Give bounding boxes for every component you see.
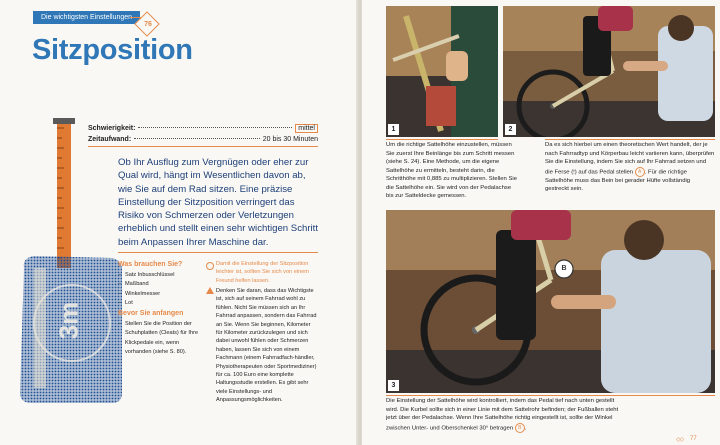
difficulty-label: Schwierigkeit:: [88, 125, 136, 132]
photo-3-marker: B: [561, 265, 567, 272]
caption-2-text-a: Da es sich hierbei um einen theoretischen Wert handelt, der je nach Fahrradtyp und Körperbau leicht variieren kann, überprüfen Sie die Einstellung, indem Sie sich auf Ihr Fahrrad setzen und die Ferse (!) auf das Pedal stellen: [545, 142, 715, 176]
intro-divider: [118, 252, 318, 253]
photo-number: 3: [388, 380, 399, 391]
caption-3-rule: [386, 395, 715, 396]
photo-1: [386, 6, 498, 137]
list-item: – Winkelmesser: [118, 290, 203, 299]
chapter-tab: Die wichtigsten Einstellungen: [33, 11, 140, 24]
photo-3: [386, 210, 715, 393]
caption-3: [386, 397, 626, 433]
page-deco-icon: ◇◇: [676, 437, 684, 443]
before-heading: Bevor Sie anfangen: [118, 310, 184, 317]
list-item: – Stellen Sie die Position der Schuhplatten (Cleats) für Ihre Klickpedale ein, wenn vorhanden (siehe S. 80).: [118, 320, 203, 358]
difficulty-row: [88, 124, 318, 133]
caption-2: [545, 141, 715, 194]
effort-label: Zeitaufwand:: [88, 136, 132, 143]
page-number-left: 76: [144, 21, 152, 28]
needs-heading: Was brauchen Sie?: [118, 261, 183, 268]
page-title: Sitzposition: [32, 34, 193, 66]
leader-dots: [138, 127, 292, 128]
measuring-tape-illustration: [12, 118, 132, 408]
right-page: [362, 0, 720, 445]
caption-2-text-b: . Für die richtige Sattelhöhe muss das Bein bei gerader Hüfte vollständig gestreckt sein.: [545, 169, 691, 193]
photo-number: 2: [505, 124, 516, 135]
caption-1-rule: [386, 139, 498, 140]
caption-1: Um die richtige Sattelhöhe einzustellen, müssen Sie zuerst Ihre Beinlänge bis zum Schritt messen (siehe S. 24). Eine Methode, um die eigene Sattelhöhe zu ermitteln, besteht darin, die Schritthöhe mit 0,885 zu multiplizieren. Stellen Sie die Sattelhöhe ein. Sie wird von der Pedalachse bis zur Satteldecke gemessen.: [386, 142, 517, 199]
list-item: – Maßband: [118, 280, 203, 289]
photo-2: [503, 6, 715, 137]
page-number-right: 77: [690, 436, 697, 442]
list-item: – Lot: [118, 299, 203, 308]
difficulty-value: mittel: [295, 124, 318, 133]
list-item: – Satz Inbusschlüssel: [118, 271, 203, 280]
caption-3-text-b: .: [524, 425, 527, 432]
photo-number: 1: [388, 124, 399, 135]
caption-2-rule: [545, 139, 715, 140]
meta-divider: [88, 146, 318, 147]
tip-icon: [206, 262, 214, 270]
needs-list: [118, 271, 203, 309]
caption-3-text-a: Die Einstellung der Sattelhöhe wird kontrolliert, indem das Pedal tief nach unten gestellt wird. Die Kurbel sollte sich in einer Linie mit dem Sattelrohr befinden; der Fußballen steht jetzt über der Pedalachse. Wenn Ihre Sattelhöhe richtig eingestellt ist, sollte der Winkel zwischen Unter- und Oberschenkel 30° betragen: [386, 398, 619, 432]
photo-1-image: [386, 6, 498, 137]
effort-value: 20 bis 30 Minuten: [262, 136, 318, 143]
note-text: Denken Sie daran, dass das Wichtigste ist, sich auf seinem Fahrrad wohl zu fühlen. Nicht Sie müssen sich an Ihr Fahrrad anpassen, sondern das Fahrrad an Sie. Wenn Sie beginnen, Kilometer für Kilometer zurückzulegen und sich dabei unwohl fühlen oder Schmerzen haben, lassen Sie sich von einem Fachmann (einem Fahrradfach-händler, Physiotherapeuten oder Sportmediziner) für ca. 100 Euro eine komplette Haltungsstudie erstellen. Es gibt sehr viele Einstellungs- und Anpassungsmöglichkeiten.: [216, 288, 317, 404]
marker-b-icon: B: [515, 423, 525, 433]
photo-2-image: [503, 6, 715, 137]
marker-a-icon: A: [635, 167, 645, 177]
leader-dots: [134, 138, 260, 139]
tip-text: Damit die Einstellung der Sitzposition leichter ist, sollten Sie sich von einem Freund helfen lassen.: [216, 261, 309, 284]
effort-row: [88, 136, 318, 143]
warning-icon: [206, 287, 214, 294]
left-page: [0, 0, 358, 445]
tape-label: 3m: [53, 301, 84, 340]
photo-3-image: [386, 210, 715, 393]
before-list: [118, 320, 203, 358]
intro-paragraph: Ob Ihr Ausflug zum Vergnügen oder eher zur Qual wird, hängt im Wesentlichen davon ab, wie Sie auf dem Rad sitzen. Eine präzise Einstellung der Sitzposition verringert das Risiko von Schmerzen oder Verletzungen erheblich und stellt einen sehr wichtigen Schritt beim Anpassen Ihrer Maschine dar.: [118, 157, 318, 248]
